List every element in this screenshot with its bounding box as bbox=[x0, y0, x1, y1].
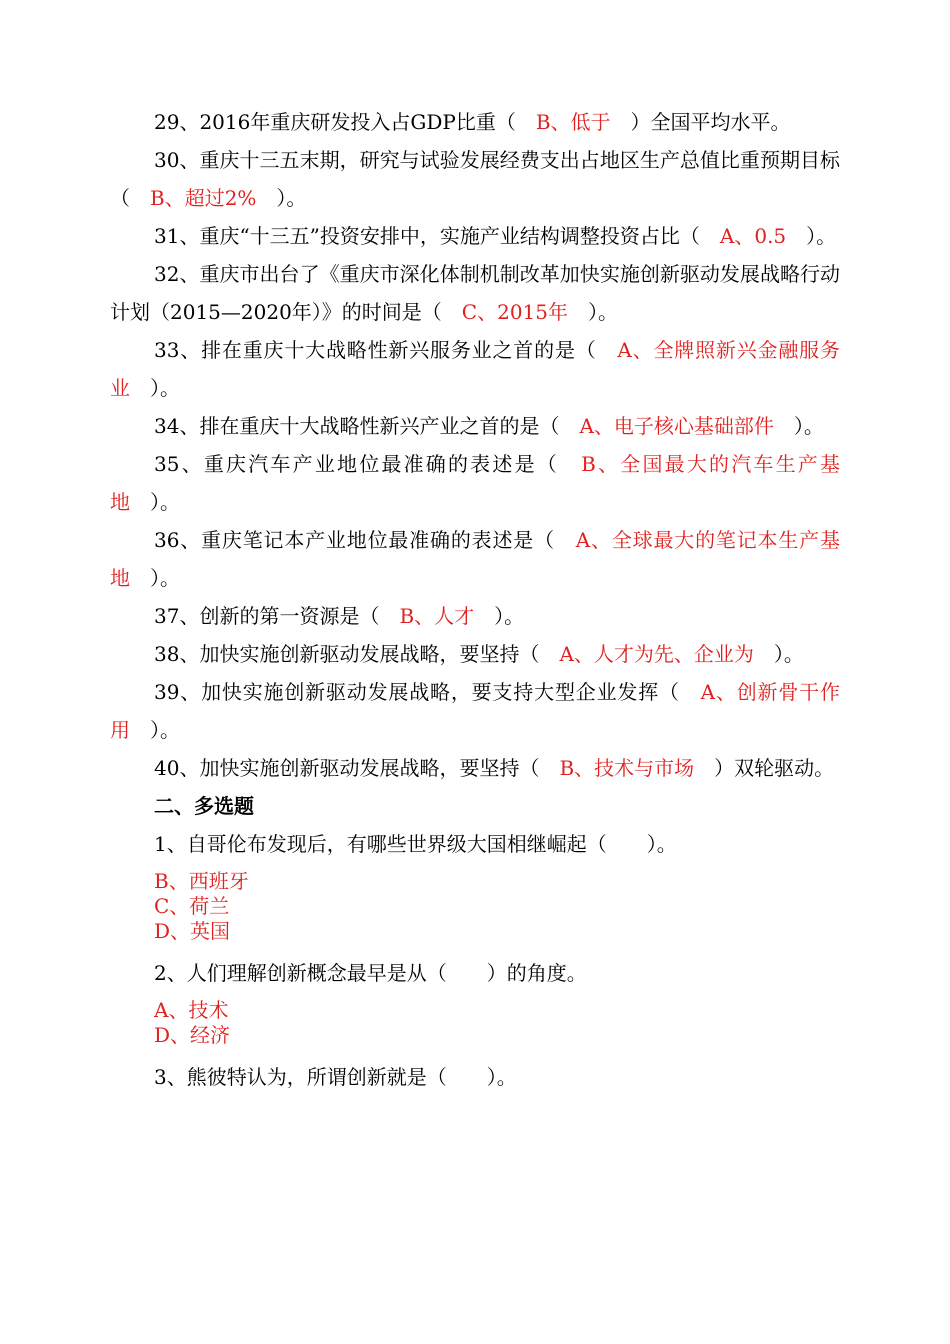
option-item: C、荷兰 bbox=[154, 894, 230, 918]
answer-text: B、人才 bbox=[399, 604, 475, 628]
answer-text: A、全牌照新兴金融服务业 bbox=[110, 338, 840, 400]
answer-text: B、全国最大的汽车生产基地 bbox=[110, 452, 840, 514]
question-text: 40、加快实施创新驱动发展战略，要坚持（ bbox=[154, 756, 560, 780]
question-text: 35、重庆汽车产业地位最准确的表述是（ bbox=[154, 452, 582, 476]
question-suffix: ）。 bbox=[256, 186, 307, 210]
multi-choice-list bbox=[110, 825, 840, 1096]
question-text: 39、加快实施创新驱动发展战略，要支持大型企业发挥（ bbox=[154, 680, 701, 704]
single-choice-list bbox=[110, 103, 840, 787]
question-item bbox=[110, 673, 840, 749]
question-text: 36、重庆笔记本产业地位最准确的表述是（ bbox=[154, 528, 576, 552]
multi-question: 2、人们理解创新概念最早是从（ ）的角度。 bbox=[154, 961, 587, 985]
question-suffix: ）。 bbox=[474, 604, 525, 628]
answer-text: A、全球最大的笔记本生产基地 bbox=[110, 528, 840, 590]
answer-text: A、电子核心基础部件 bbox=[579, 414, 774, 438]
section-title: 二、多选题 bbox=[154, 794, 254, 818]
option-list bbox=[154, 869, 840, 944]
question-item bbox=[110, 255, 840, 331]
question-item bbox=[110, 141, 840, 217]
question-text: 33、排在重庆十大战略性新兴服务业之首的是（ bbox=[154, 338, 618, 362]
multi-question: 1、自哥伦布发现后，有哪些世界级大国相继崛起（ ）。 bbox=[154, 832, 677, 856]
answer-text: A、创新骨干作用 bbox=[110, 680, 840, 742]
question-item bbox=[110, 445, 840, 521]
question-item bbox=[110, 749, 840, 787]
question-suffix: ）。 bbox=[568, 300, 618, 324]
question-text: 38、加快实施创新驱动发展战略，要坚持（ bbox=[154, 642, 560, 666]
answer-text: C、2015年 bbox=[461, 300, 568, 324]
option-list bbox=[154, 998, 840, 1048]
document-page bbox=[110, 103, 840, 1096]
option-item: B、西班牙 bbox=[154, 869, 249, 893]
question-item bbox=[110, 407, 840, 445]
option-item: D、经济 bbox=[154, 1023, 231, 1047]
question-suffix: ）全国平均水平。 bbox=[610, 110, 791, 134]
question-suffix: ）。 bbox=[130, 718, 180, 742]
question-suffix: ）。 bbox=[773, 414, 824, 438]
question-text: 29、2016年重庆研发投入占GDP比重（ bbox=[154, 110, 536, 134]
question-item bbox=[110, 331, 840, 407]
question-text: 31、重庆“十三五”投资安排中，实施产业结构调整投资占比（ bbox=[154, 224, 720, 248]
question-suffix: ）。 bbox=[130, 566, 180, 590]
question-text: 34、排在重庆十大战略性新兴产业之首的是（ bbox=[154, 414, 580, 438]
option-item: D、英国 bbox=[154, 919, 231, 943]
question-suffix: ）。 bbox=[753, 642, 804, 666]
answer-text: A、人才为先、企业为 bbox=[559, 642, 754, 666]
option-item: A、技术 bbox=[154, 998, 229, 1022]
question-suffix: ）双轮驱动。 bbox=[694, 756, 835, 780]
question-suffix: ）。 bbox=[786, 224, 837, 248]
question-text: 30、重庆十三五末期，研究与试验发展经费支出占地区生产总值比重预期目标（ bbox=[110, 148, 840, 210]
multi-question: 3、熊彼特认为，所谓创新就是（ ）。 bbox=[154, 1065, 517, 1089]
question-item bbox=[110, 597, 840, 635]
answer-text: B、超过2% bbox=[150, 186, 257, 210]
answer-text: A、0.5 bbox=[719, 224, 787, 248]
question-item bbox=[110, 521, 840, 597]
question-text: 37、创新的第一资源是（ bbox=[154, 604, 400, 628]
answer-text: B、技术与市场 bbox=[559, 756, 695, 780]
question-suffix: ）。 bbox=[130, 490, 180, 514]
answer-text: B、低于 bbox=[535, 110, 611, 134]
question-item bbox=[110, 635, 840, 673]
question-suffix: ）。 bbox=[130, 376, 180, 400]
question-item bbox=[110, 217, 840, 255]
question-item bbox=[110, 103, 840, 141]
question-text: 32、重庆市出台了《重庆市深化体制机制改革加快实施创新驱动发展战略行动计划（2015—2020年）》的时间是（ bbox=[110, 262, 840, 324]
